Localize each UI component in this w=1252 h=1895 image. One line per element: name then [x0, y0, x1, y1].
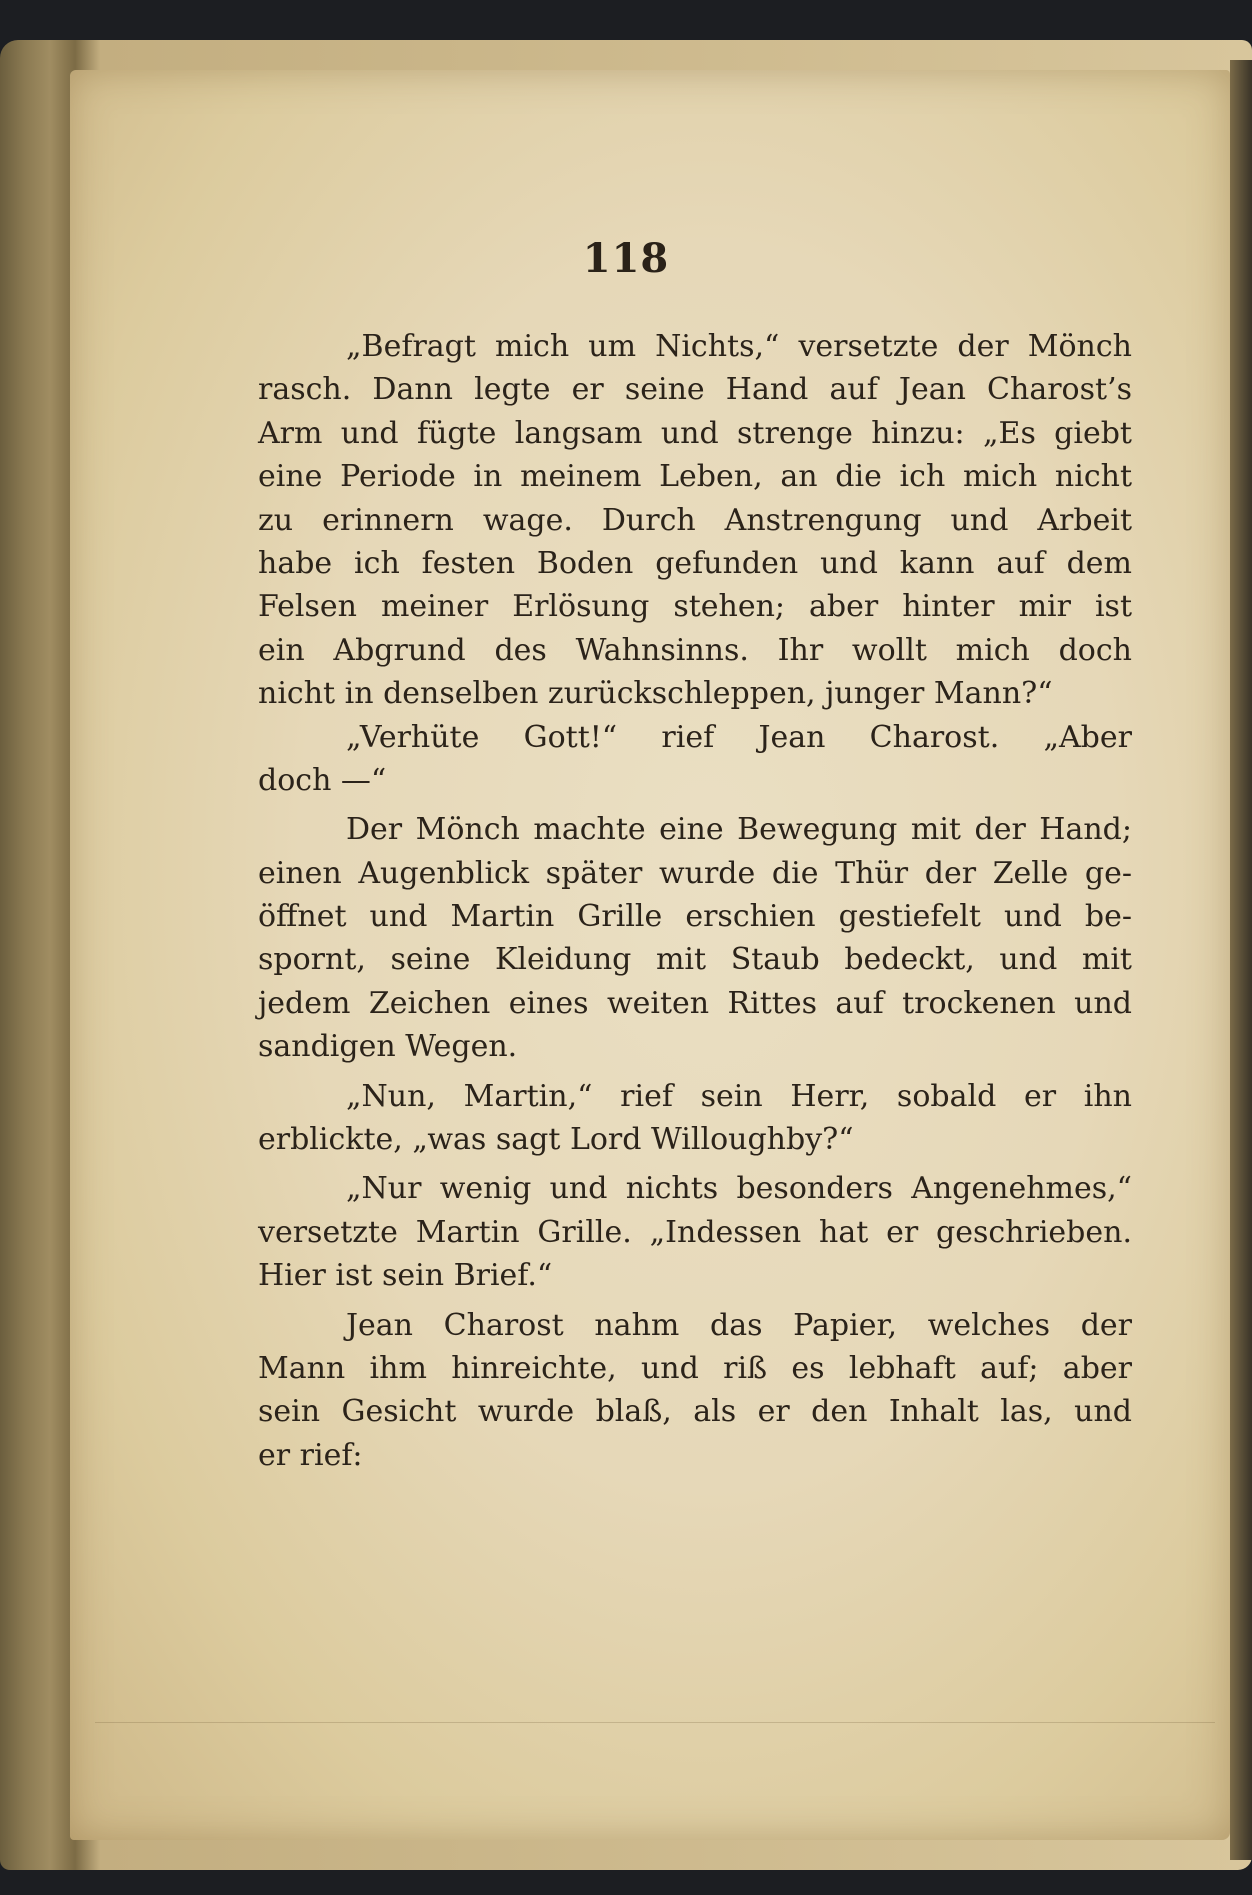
text-line: spornt, seine Kleidung mit Staub bedeckt, und mit: [258, 942, 1132, 978]
paragraph: [258, 1075, 1132, 1162]
text-line: versetzte Martin Grille. „Indessen hat er geschrieben.: [258, 1214, 1132, 1250]
text-body: [258, 325, 1132, 1477]
text-line: ein Abgrund des Wahnsinns. Ihr wollt mich doch: [258, 632, 1132, 668]
text-line: zu erinnern wage. Durch Anstrengung und Arbeit: [258, 502, 1132, 538]
text-line: Felsen meiner Erlösung stehen; aber hinter mir ist: [258, 589, 1132, 625]
text-line: sandigen Wegen.: [258, 1029, 518, 1065]
text-line: rasch. Dann legte er seine Hand auf Jean Charost’s: [258, 372, 1132, 408]
text-line: Jean Charost nahm das Papier, welches der: [346, 1307, 1132, 1343]
text-line: Der Mönch machte eine Bewegung mit der Hand;: [346, 812, 1132, 848]
paragraph: [258, 325, 1132, 716]
text-line: er rief:: [258, 1437, 363, 1473]
text-line: habe ich festen Boden gefunden und kann auf dem: [258, 545, 1132, 581]
text-line: „Nun, Martin,“ rief sein Herr, sobald er ihn: [346, 1078, 1132, 1114]
text-line: Arm und fügte langsam und strenge hinzu: „Es giebt: [258, 415, 1132, 451]
text-line: „Nur wenig und nichts besonders Angenehmes,“: [346, 1171, 1132, 1207]
text-line: Mann ihm hinreichte, und riß es lebhaft auf; aber: [258, 1350, 1132, 1386]
text-line: eine Periode in meinem Leben, an die ich mich nicht: [258, 459, 1132, 495]
text-line: „Befragt mich um Nichts,“ versetzte der Mönch: [346, 329, 1132, 364]
paragraph: [258, 1304, 1132, 1478]
paragraph: [258, 716, 1132, 803]
right-page-edge: [1230, 60, 1252, 1860]
text-line: erblickte, „was sagt Lord Willoughby?“: [258, 1122, 854, 1158]
page-number: 118: [582, 235, 670, 282]
paragraph: [258, 1167, 1132, 1297]
paragraph: [258, 808, 1132, 1068]
text-line: nicht in denselben zurückschleppen, junger Mann?“: [258, 676, 1053, 712]
text-line: sein Gesicht wurde blaß, als er den Inhalt las, und: [258, 1394, 1132, 1430]
bottom-rule: [95, 1722, 1215, 1723]
text-line: jedem Zeichen eines weiten Rittes auf trockenen und: [258, 985, 1132, 1021]
text-line: „Verhüte Gott!“ rief Jean Charost. „Aber: [346, 719, 1132, 755]
text-line: öffnet und Martin Grille erschien gestiefelt und be-: [258, 899, 1132, 935]
text-line: Hier ist sein Brief.“: [258, 1258, 553, 1294]
text-line: einen Augenblick später wurde die Thür der Zelle ge-: [258, 855, 1132, 891]
text-line: doch —“: [258, 762, 387, 798]
